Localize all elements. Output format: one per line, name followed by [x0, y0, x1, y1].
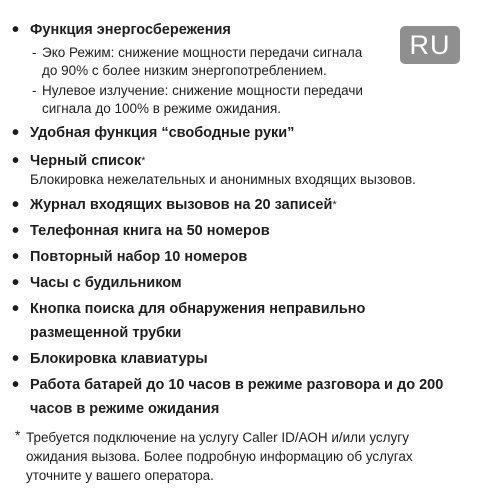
feature-title: Телефонная книга на 50 номеров: [30, 223, 270, 239]
feature-item-energy-saving: [10, 18, 480, 118]
language-badge: RU: [400, 26, 460, 64]
feature-title-text: Черный список: [30, 153, 142, 169]
feature-item-blacklist: [10, 149, 480, 189]
subitem-text: Нулевое излучение: снижение мощности передачи сигнала до 100% в режиме ожидания.: [42, 83, 363, 116]
bullet-icon: •: [12, 194, 20, 216]
subitem-zero-emission: [30, 82, 480, 118]
bullet-icon: •: [12, 348, 20, 370]
feature-title: Блокировка клавиатуры: [30, 351, 208, 367]
feature-title: Повторный набор 10 номеров: [30, 249, 248, 265]
footnote-asterisk: *: [15, 428, 21, 443]
feature-title: [30, 193, 480, 217]
feature-item-keypad-lock: [10, 347, 480, 371]
feature-subitems: [30, 44, 480, 118]
feature-title-line2: часов в режиме ожидания: [30, 401, 220, 417]
footnote-line: уточните у вашего оператора.: [26, 468, 214, 483]
feature-item-redial: [10, 245, 480, 269]
feature-title: Часы с будильником: [30, 275, 182, 291]
feature-item-paging: [10, 297, 480, 345]
feature-title: Удобная функция “свободные руки”: [30, 125, 295, 141]
footnote-line-text: Требуется подключение на услугу Caller ID/АОН и/или услугу: [26, 430, 409, 445]
footnote-marker: *: [332, 199, 337, 211]
feature-list: [10, 18, 480, 421]
feature-item-call-log: [10, 193, 480, 217]
bullet-icon: •: [12, 298, 20, 320]
footnote-line: ожидания вызова. Более подробную информацию об услугах: [26, 449, 413, 464]
feature-title: Кнопка поиска для обнаружения неправильно: [30, 301, 366, 317]
feature-item-battery: [10, 373, 480, 421]
bullet-icon: •: [12, 122, 20, 144]
feature-title: Функция энергосбережения: [30, 22, 231, 38]
feature-item-phonebook: [10, 219, 480, 243]
subitem-eco-mode: [30, 44, 480, 80]
bullet-icon: •: [12, 272, 20, 294]
bullet-icon: •: [12, 246, 20, 268]
feature-item-handsfree: [10, 121, 480, 145]
bullet-icon: •: [12, 220, 20, 242]
dash-marker: -: [32, 45, 37, 60]
feature-title: [30, 149, 480, 173]
bullet-icon: •: [12, 19, 20, 41]
footnote-marker: *: [141, 155, 146, 167]
feature-title: Работа батарей до 10 часов в режиме разговора и до 200: [30, 377, 444, 393]
subitem-text: Эко Режим: снижение мощности передачи сигнала до 90% с более низким энергопотреблением.: [42, 45, 363, 78]
bullet-icon: •: [12, 150, 20, 172]
feature-item-alarm-clock: [10, 271, 480, 295]
feature-title-text: Журнал входящих вызовов на 20 записей: [30, 197, 333, 213]
feature-description: Блокировка нежелательных и анонимных входящих вызовов.: [30, 172, 416, 187]
footnote: [16, 428, 486, 485]
footnote-line: [16, 428, 486, 447]
feature-title-line2: размещенной трубки: [30, 325, 182, 341]
dash-marker: -: [32, 83, 37, 98]
bullet-icon: •: [12, 374, 20, 396]
